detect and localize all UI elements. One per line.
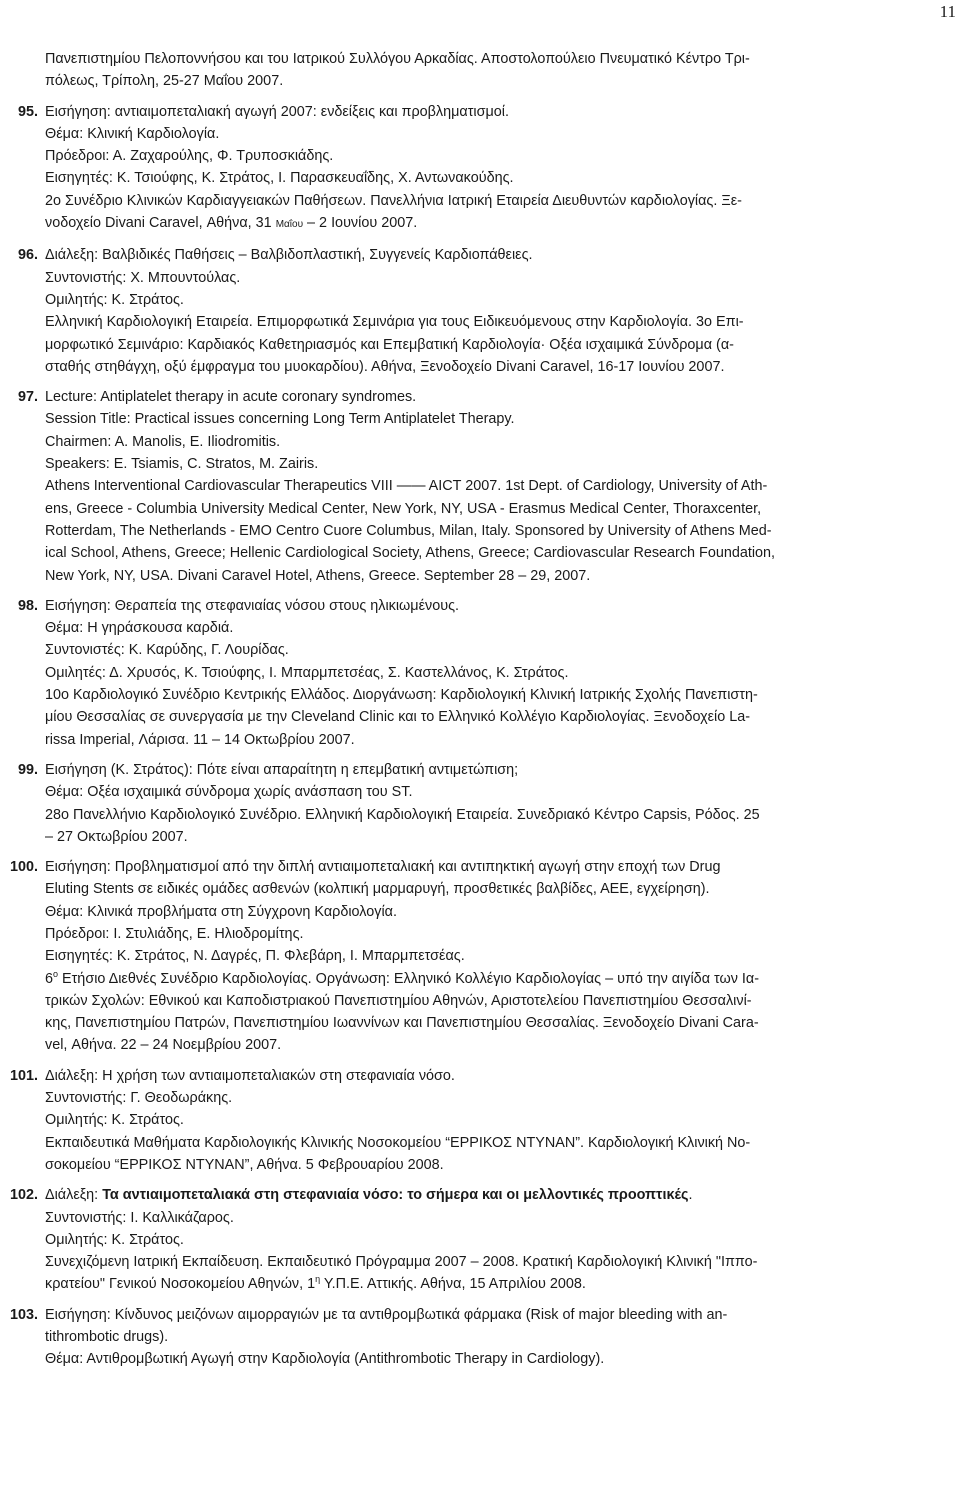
text-line: [45, 1184, 950, 1206]
text-line: vel, Αθήνα. 22 – 24 Νοεμβρίου 2007.: [45, 1037, 282, 1054]
text-line: Εισήγηση: αντιαιμοπεταλιακή αγωγή 2007: ενδείξεις και προβληματισμοί.: [45, 103, 509, 120]
item-number: 98.: [17, 597, 38, 614]
page-number: 11: [939, 2, 956, 21]
text-line: Συντονιστής: Γ. Θεοδωράκης.: [45, 1090, 233, 1107]
list-item: [0, 759, 950, 848]
item-number: 101.: [9, 1067, 38, 1084]
text-line: Θέμα: Κλινική Καρδιολογία.: [45, 125, 220, 142]
text-span: νοδοχείο Divani Caravel, Αθήνα, 31: [45, 215, 276, 232]
text-line: Εισηγητές: Κ. Τσιούφης, Κ. Στράτος, Ι. Παρασκευαΐδης, Χ. Αντωνακούδης.: [45, 170, 514, 187]
text-line: Εισήγηση: Κίνδυνος μειζόνων αιμορραγιών με τα αντιθρομβωτικά φάρμακα (Risk of major bleeding with an-: [45, 1306, 728, 1323]
text-line: Συντονιστές: Κ. Καρύδης, Γ. Λουρίδας.: [45, 642, 289, 659]
text-line: Lecture: Antiplatelet therapy in acute coronary syndromes.: [45, 389, 417, 406]
lead-paragraph: [0, 48, 950, 93]
text-line: Rotterdam, The Netherlands - EMO Centro Cuore Columbus, Milan, Italy. Sponsored by University of Athens Med-: [45, 522, 772, 539]
text-line: Speakers: E. Tsiamis, C. Stratos, M. Zairis.: [45, 456, 319, 473]
text-span: κρατείου" Γενικού Νοσοκομείου Αθηνών, 1: [45, 1276, 316, 1293]
text-line: Ελληνική Καρδιολογική Εταιρεία. Επιμορφωτικά Σεμινάρια για τους Ειδικευόμενους στην Καρδιολογία. 3ο Επι-: [45, 314, 744, 331]
text-span: Ετήσιο Διεθνές Συνέδριο Καρδιολογίας. Οργάνωση: Ελληνικό Κολλέγιο Καρδιολογίας – υπό την αιγίδα των Ια-: [58, 970, 760, 987]
text-line: Πρόεδροι: Α. Ζαχαρούλης, Φ. Τρυποσκιάδης.: [45, 148, 334, 165]
text-line: ical School, Athens, Greece; Hellenic Cardiological Society, Athens, Greece; Cardiovascular Research Foundation,: [45, 545, 776, 562]
text-line: 10ο Καρδιολογικό Συνέδριο Κεντρικής Ελλάδος. Διοργάνωση: Καρδιολογική Κλινική Ιατρικής Σχολής Πανεπιστη-: [45, 687, 758, 704]
superscript: η: [315, 1274, 321, 1285]
text-line: Εισήγηση (Κ. Στράτος): Πότε είναι απαραίτητη η επεμβατική αντιμετώπιση;: [45, 761, 519, 778]
text-line: πόλεως, Τρίπολη, 25-27 Μαΐου 2007.: [45, 73, 284, 90]
list-item: [0, 386, 950, 587]
text-line: – 27 Οκτωβρίου 2007.: [45, 828, 188, 845]
item-number: 97.: [17, 389, 38, 406]
item-number: 96.: [17, 247, 38, 264]
text-line: Εκπαιδευτικά Μαθήματα Καρδιολογικής Κλινικής Νοσοκομείου “ΕΡΡΙΚΟΣ ΝΤΥΝΑΝ”. Καρδιολογική Κλινική Νο-: [45, 1134, 751, 1151]
text-line: Εισηγητές: Κ. Στράτος, Ν. Δαγρές, Π. Φλεβάρη, Ι. Μπαρμπετσέας.: [45, 948, 465, 965]
text-line: Θέμα: Οξέα ισχαιμικά σύνδρομα χωρίς ανάσπαση του ST.: [45, 784, 413, 801]
text-line: tithrombotic drugs).: [45, 1329, 169, 1346]
small-text: Μαΐου: [275, 219, 304, 231]
text-line: Πρόεδροι: Ι. Στυλιάδης, Ε. Ηλιοδρομίτης.: [45, 925, 304, 942]
text-line: τρικών Σχολών: Εθνικού και Καποδιστριακού Πανεπιστημίου Αθηνών, Αριστοτελείου Πανεπιστημίου Θεσσαλινί-: [45, 992, 752, 1009]
text-line: Athens Interventional Cardiovascular Therapeutics VIII —— AICT 2007. 1st Dept. of Cardiology, University of Ath-: [45, 478, 768, 495]
text-line: Διάλεξη: Η χρήση των αντιαιμοπεταλιακών στη στεφανιαία νόσο.: [45, 1067, 455, 1084]
text-line: κης, Πανεπιστημίου Πατρών, Πανεπιστημίου Ιωαννίνων και Πανεπιστημίου Θεσσαλίας. Ξενοδοχείο Divani Cara-: [45, 1015, 759, 1032]
list-item: [0, 856, 950, 1057]
item-number: 103.: [9, 1306, 38, 1323]
text-line: Eluting Stents σε ειδικές ομάδες ασθενών (κολπική μαρμαρυγή, προσθετικές βαλβίδες, ΑΕΕ, εγχείρηση).: [45, 881, 710, 898]
item-number: 102.: [9, 1187, 38, 1204]
text-line: Συντονιστής: Ι. Καλλικάζαρος.: [45, 1209, 234, 1226]
text-line: [45, 1273, 950, 1295]
text-line: Θέμα: Αντιθρομβωτική Αγωγή στην Καρδιολογία (Antithrombotic Therapy in Cardiology).: [45, 1351, 605, 1368]
text-line: Ομιλητής: Κ. Στράτος.: [45, 1231, 184, 1248]
text-line: Εισήγηση: Θεραπεία της στεφανιαίας νόσου στους ηλικιωμένους.: [45, 597, 460, 614]
list-item: [0, 1304, 950, 1371]
text-span: 6: [45, 970, 54, 987]
text-line: Πανεπιστημίου Πελοποννήσου και του Ιατρικού Συλλόγου Αρκαδίας. Αποστολοπούλειο Πνευματικό Κέντρο Τρι-: [45, 51, 750, 67]
list-item: [0, 1184, 950, 1295]
list-item: [0, 244, 950, 378]
text-line: 28ο Πανελλήνιο Καρδιολογικό Συνέδριο. Ελληνική Καρδιολογική Εταιρεία. Συνεδριακό Κέντρο Capsis, Ρόδος. 25: [45, 806, 760, 823]
superscript: ο: [53, 968, 59, 979]
item-number: 95.: [17, 103, 38, 120]
text-span: Υ.Π.Ε. Αττικής. Αθήνα, 15 Απριλίου 2008.: [320, 1276, 586, 1293]
list-item: [0, 1065, 950, 1176]
text-line: Συνεχιζόμενη Ιατρική Εκπαίδευση. Εκπαιδευτικό Πρόγραμμα 2007 – 2008. Κρατική Καρδιολογική Κλινική "Ιππο-: [45, 1254, 758, 1271]
text-span: Διάλεξη:: [45, 1187, 103, 1204]
text-line: New York, NY, USA. Divani Caravel Hotel, Athens, Greece. September 28 – 29, 2007.: [45, 567, 591, 584]
text-line: Συντονιστής: Χ. Μπουντούλας.: [45, 269, 241, 286]
text-line: Session Title: Practical issues concerning Long Term Antiplatelet Therapy.: [45, 411, 515, 428]
text-line: Θέμα: Η γηράσκουσα καρδιά.: [45, 620, 234, 637]
text-line: Chairmen: A. Manolis, E. Iliodromitis.: [45, 433, 281, 450]
text-line: σταθής στηθάγχη, οξύ έμφραγμα του μυοκαρδίου). Αθήνα, Ξενοδοχείο Divani Caravel, 16-17 Ιουνίου 2007.: [45, 358, 725, 375]
text-line: Ομιλητής: Κ. Στράτος.: [45, 1112, 184, 1129]
text-span: .: [688, 1187, 693, 1204]
text-line: Διάλεξη: Βαλβιδικές Παθήσεις – Βαλβιδοπλαστική, Συγγενείς Καρδιοπάθειες.: [45, 247, 533, 264]
text-line: μίου Θεσσαλίας σε συνεργασία με την Cleveland Clinic και το Ελληνικό Κολλέγιο Καρδιολογίας. Ξενοδοχείο La-: [45, 709, 751, 726]
text-line: rissa Imperial, Λάρισα. 11 – 14 Οκτωβρίου 2007.: [45, 731, 355, 748]
list-item: [0, 595, 950, 751]
item-number: 100.: [9, 859, 38, 876]
text-line: Θέμα: Κλινικά προβλήματα στη Σύγχρονη Καρδιολογία.: [45, 903, 397, 920]
text-line: σοκομείου “ΕΡΡΙΚΟΣ ΝΤΥΝΑΝ”, Αθήνα. 5 Φεβρουαρίου 2008.: [45, 1156, 444, 1173]
bold-title: Τα αντιαιμοπεταλιακά στη στεφανιαία νόσο: το σήμερα και οι μελλοντικές προοπτικές: [102, 1187, 689, 1204]
text-line: Ομιλητής: Κ. Στράτος.: [45, 291, 184, 308]
text-line: [45, 968, 950, 990]
list-item: [0, 101, 950, 237]
text-line: ens, Greece - Columbia University Medical Center, New York, NY, USA - Erasmus Medical Center, Thoraxcenter,: [45, 500, 762, 517]
text-span: – 2 Ιουνίου 2007.: [303, 215, 418, 232]
item-number: 99.: [17, 761, 38, 778]
document-body: [0, 48, 950, 1371]
text-line: μορφωτικό Σεμινάριο: Καρδιακός Καθετηριασμός και Επεμβατική Καρδιολογία· Οξέα ισχαιμικά Σύνδρομα (α-: [45, 336, 734, 353]
text-line: 2ο Συνέδριο Κλινικών Καρδιαγγειακών Παθήσεων. Πανελλήνια Ιατρική Εταιρεία Διευθυντών καρδιολογίας. Ξε-: [45, 192, 742, 209]
text-line: Ομιλητές: Δ. Χρυσός, Κ. Τσιούφης, Ι. Μπαρμπετσέας, Σ. Καστελλάνος, Κ. Στράτος.: [45, 664, 569, 681]
text-line: [45, 212, 950, 236]
text-line: Εισήγηση: Προβληματισμοί από την διπλή αντιαιμοπεταλιακή και αντιπηκτική αγωγή στην εποχή των Drug: [45, 859, 721, 876]
